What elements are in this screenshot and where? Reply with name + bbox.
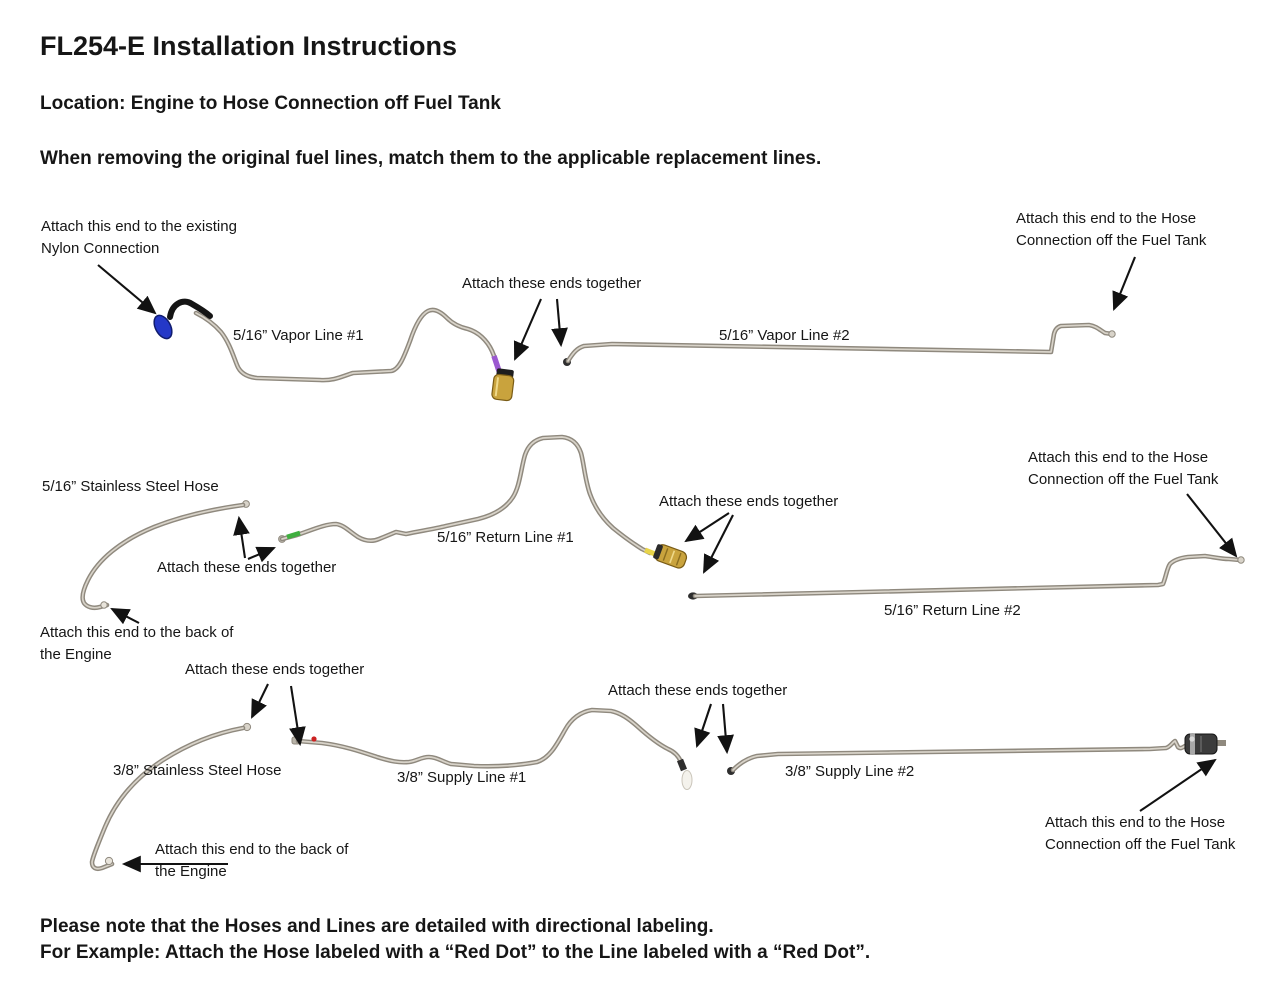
arrow-vapor-join-left [515, 299, 541, 359]
light-tip-vapor2-end [1109, 331, 1115, 337]
arrow-return2-tank-end [1187, 494, 1236, 556]
arrow-return2-start [704, 515, 733, 572]
arrow-vapor-join-right [557, 299, 561, 345]
vapor-tank-label-line2: Connection off the Fuel Tank [1016, 232, 1207, 249]
supply-attach-left-label: Attach these ends together [185, 661, 365, 678]
supply-hose-label: 3/8” Stainless Steel Hose [113, 762, 282, 779]
supply-tank-label-line1: Attach this end to the Hose [1045, 814, 1226, 831]
arrow-return1-start [248, 548, 274, 559]
black-hose-curl [170, 302, 210, 317]
dark-band-supply1-end [680, 760, 684, 770]
vapor-line2-label: 5/16” Vapor Line #2 [719, 327, 850, 344]
return-tank-label-line1: Attach this end to the Hose [1028, 449, 1209, 466]
footer-note-line1: Please note that the Hoses and Lines are detailed with directional labeling. [40, 916, 714, 937]
supply-tank-label-line2: Connection off the Fuel Tank [1045, 836, 1236, 853]
return-attach-right-label: Attach these ends together [659, 493, 839, 510]
red-dot-supply1 [311, 736, 316, 741]
return-line-2 [688, 556, 1244, 600]
arrow-hose516-engine-end [112, 609, 139, 623]
return-line2-label: 5/16” Return Line #2 [884, 602, 1021, 619]
location-line: Location: Engine to Hose Connection off Fuel Tank [40, 93, 501, 114]
return-tank-label-line2: Connection off the Fuel Tank [1028, 471, 1219, 488]
arrow-supply2-tank-end [1140, 760, 1215, 811]
arrow-supply2-start [723, 704, 727, 752]
loop-tip-hose516-bottom [101, 602, 107, 608]
arrow-hose516-top-end [239, 518, 245, 558]
vapor-nylon-label-line1: Attach this end to the existing [41, 218, 237, 235]
supply-line2-label: 3/8” Supply Line #2 [785, 763, 915, 780]
supply-engine-label-line2: the Engine [155, 863, 227, 880]
arrow-hose38-top-end [252, 684, 268, 717]
supply-engine-label-line1: Attach this end to the back of [155, 841, 349, 858]
vapor-line1-label: 5/16” Vapor Line #1 [233, 327, 364, 344]
intro-line: When removing the original fuel lines, match them to the applicable replacement lines. [40, 148, 822, 169]
stainless-hose-516 [83, 501, 250, 609]
return-engine-label-line2: the Engine [40, 646, 112, 663]
light-tip-return2-end [1238, 557, 1244, 563]
page-title: FL254-E Installation Instructions [40, 31, 458, 61]
footer-note-line2: For Example: Attach the Hose labeled with a “Red Dot” to the Line labeled with a “Red Dot”. [40, 942, 871, 963]
arrow-vapor-tank-end [1114, 257, 1135, 309]
return-line-1 [279, 437, 689, 570]
brass-fitting-return [652, 543, 688, 570]
vapor-line-1 [151, 302, 515, 401]
return-attach-left-label: Attach these ends together [157, 559, 337, 576]
vapor-attach-ends-label: Attach these ends together [462, 275, 642, 292]
arrow-nylon-connection [98, 265, 155, 313]
arrow-supply1-start [291, 686, 300, 744]
return-line1-label: 5/16” Return Line #1 [437, 529, 574, 546]
return-engine-label-line1: Attach this end to the back of [40, 624, 234, 641]
arrow-supply1-end [697, 704, 711, 746]
white-fitting-supply1-end [682, 771, 692, 790]
supply-line1-label: 3/8” Supply Line #1 [397, 769, 527, 786]
vapor-nylon-label-line2: Nylon Connection [41, 240, 160, 257]
return-hose-label: 5/16” Stainless Steel Hose [42, 478, 219, 495]
loop-tip-hose38-bottom [105, 857, 112, 864]
brass-fitting-vapor [491, 368, 515, 401]
vapor-tank-label-line1: Attach this end to the Hose [1016, 210, 1197, 227]
filter-fitting-supply2-end [1185, 733, 1226, 755]
supply-attach-right-label: Attach these ends together [608, 682, 788, 699]
